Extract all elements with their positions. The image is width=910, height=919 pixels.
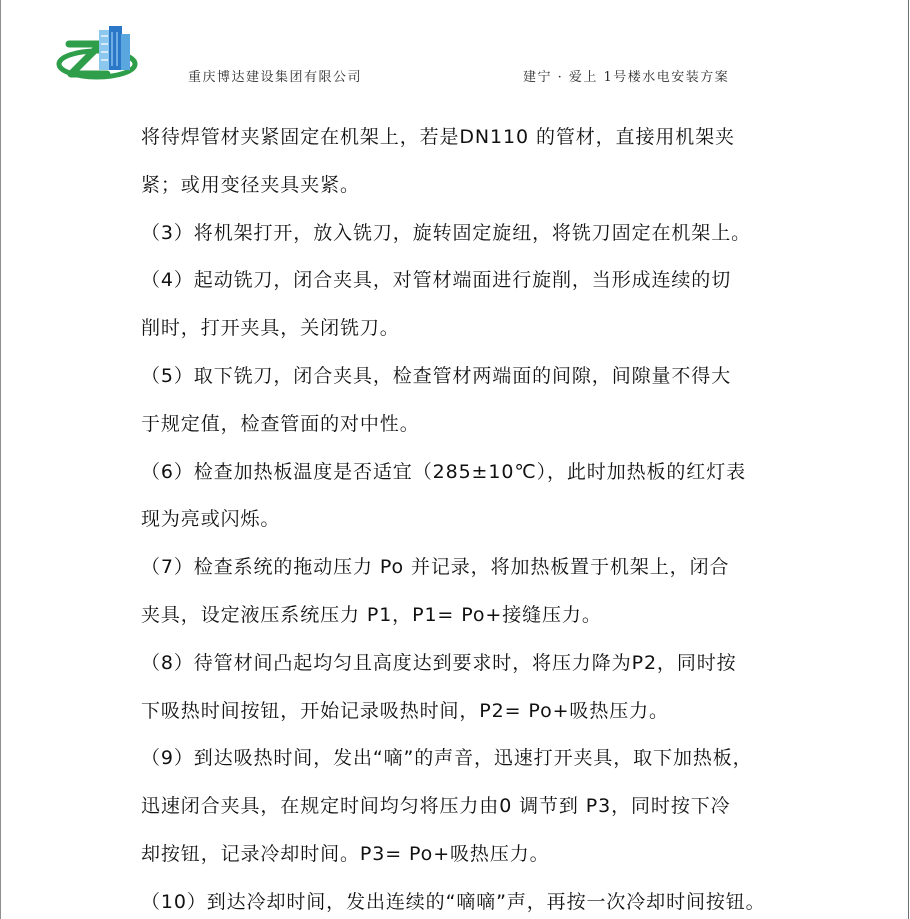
text-line: （4）起动铣刀，闭合夹具，对管材端面进行旋削，当形成连续的切	[141, 269, 732, 292]
text-line: （8）待管材间凸起均匀且高度达到要求时，将压力降为P2，同时按	[141, 651, 737, 674]
text-line: 却按钮，记录冷却时间。P3= Po+吸热压力。	[141, 842, 550, 865]
text-line: 现为亮或闪烁。	[141, 508, 281, 531]
company-logo-icon	[55, 22, 139, 86]
text-line: （3）将机架打开，放入铣刀，旋转固定旋纽，将铣刀固定在机架上。	[141, 221, 751, 244]
text-line: 夹具，设定液压系统压力 P1，P1= Po+接缝压力。	[141, 603, 602, 626]
text-line: （7）检查系统的拖动压力 Po 并记录，将加热板置于机架上，闭合	[141, 556, 730, 579]
company-name: 重庆博达建设集团有限公司	[188, 70, 363, 85]
project-title: 建宁 · 爱上 1号楼水电安装方案	[523, 70, 730, 85]
text-line: 削时，打开夹具，关闭铣刀。	[141, 317, 400, 340]
text-line: 下吸热时间按钮，开始记录吸热时间，P2= Po+吸热压力。	[141, 699, 669, 722]
text-line: （10）到达冷却时间，发出连续的“嘀嘀”声，再按一次冷却时间按钮。	[141, 890, 766, 913]
text-line: 将待焊管材夹紧固定在机架上，若是DN110 的管材，直接用机架夹	[141, 126, 735, 148]
page-header	[1, 0, 908, 100]
text-line: （5）取下铣刀，闭合夹具，检查管材两端面的间隙，间隙量不得大	[141, 364, 732, 387]
document-body	[141, 122, 791, 919]
text-line: 于规定值，检查管面的对中性。	[141, 412, 420, 435]
text-line: 迅速闭合夹具，在规定时间均匀将压力由0 调节到 P3，同时按下冷	[141, 795, 731, 818]
text-line: （6）检查加热板温度是否适宜（285±10℃），此时加热板的红灯表	[141, 460, 746, 483]
text-line: 紧；或用变径夹具夹紧。	[141, 173, 360, 196]
text-line: （9）到达吸热时间，发出“嘀”的声音，迅速打开夹具，取下加热板，	[141, 747, 753, 770]
